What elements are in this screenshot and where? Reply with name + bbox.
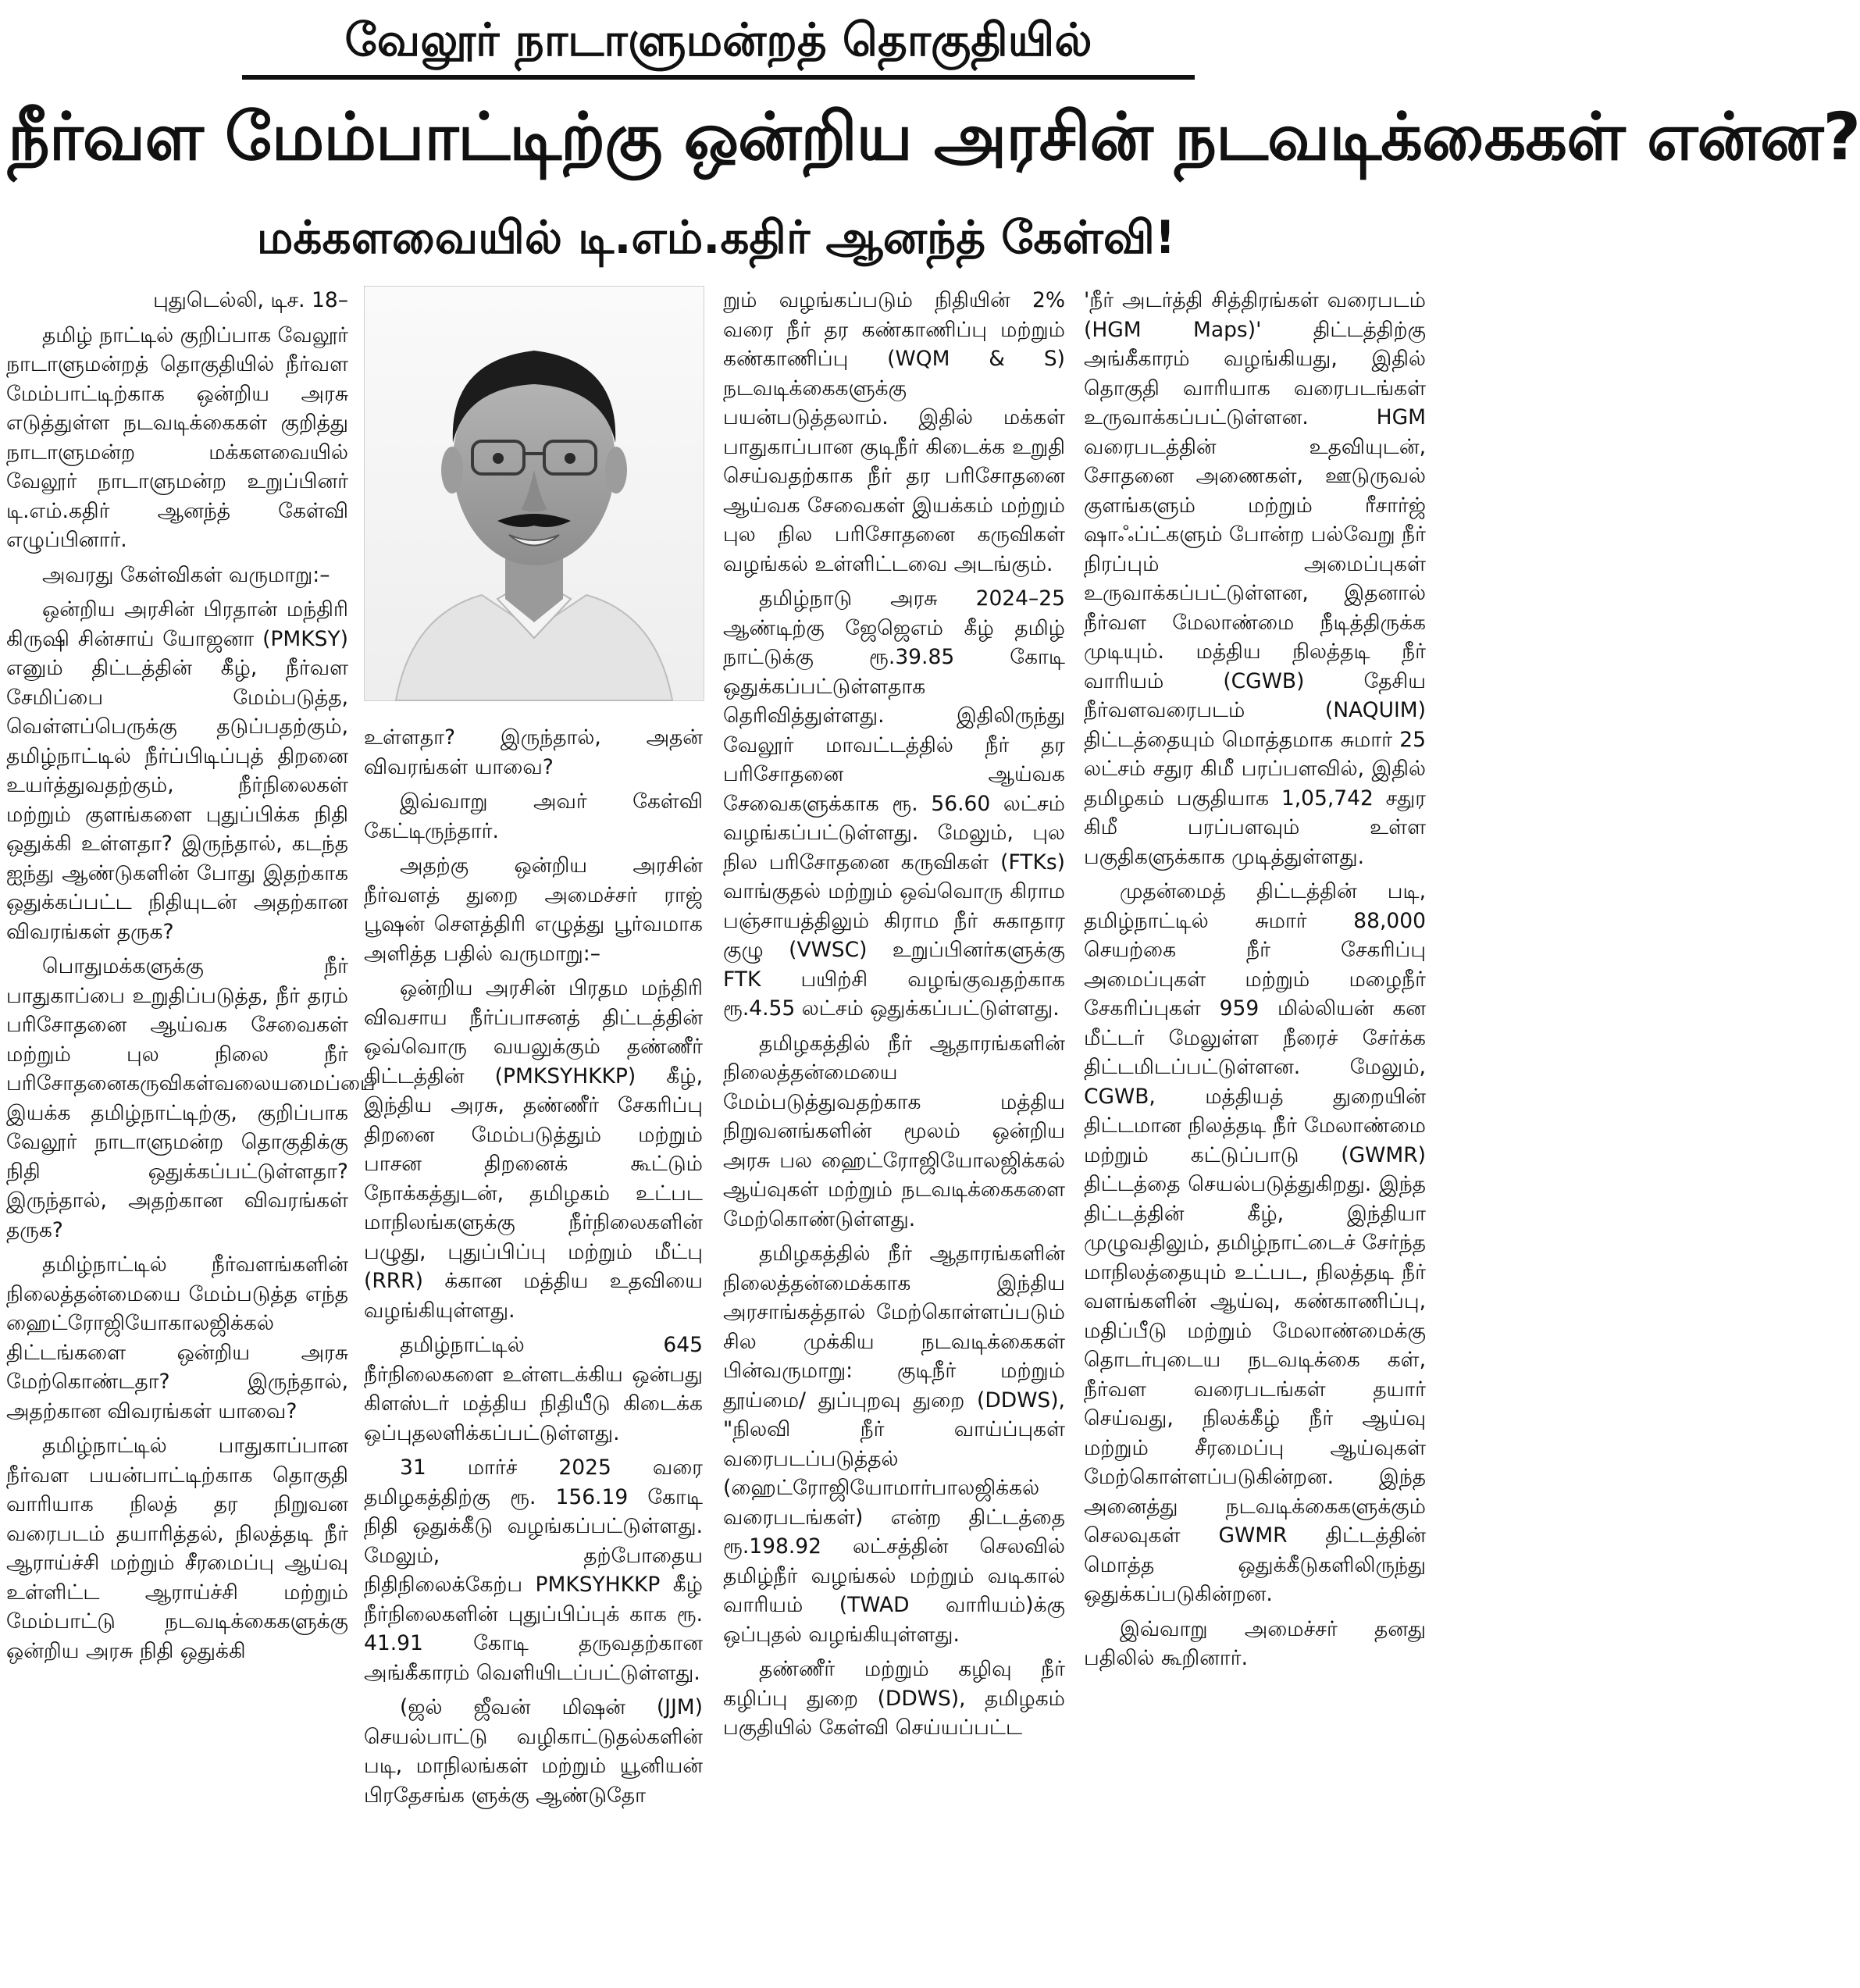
- paragraph: ஒன்றிய அரசின் பிரதான் மந்திரி கிருஷி சின்சாய் யோஜனா (PMKSY) எனும் திட்டத்தின் கீழ், நீர்வள சேமிப்பை மேம்படுத்த, வெள்ளப்பெருக்கு தடுப்பதற்கும், தமிழ்நாட்டில் நீர்ப்பிடிப்புத் திறனை உயர்த்துவதற்கும், நீர்நிலைகள் மற்றும் குளங்களை புதுப்பிக்க நிதி ஒதுக்கி உள்ளதா? இருந்தால், கடந்த ஐந்து ஆண்டுகளின் போது இதற்காக ஒதுக்கப்பட்ட நிதியுடன் அதற்கான விவரங்கள் தருக?: [6, 597, 348, 944]
- paragraph: அதற்கு ஒன்றிய அரசின் நீர்வளத் துறை அமைச்சர் ராஜ் பூஷன் சௌத்திரி எழுத்து பூர்வமாக அளித்த பதில் வருமாறு:–: [364, 853, 703, 966]
- paragraph: முதன்மைத் திட்டத்தின் படி, தமிழ்நாட்டில் சுமார் 88,000 செயற்கை நீர் சேகரிப்பு அமைப்புகள் மற்றும் மழைநீர் சேகரிப்புகள் 959 மில்லியன் கன மீட்டர் மேலுள்ள நீரைச் சேர்க்க திட்டமிடப்பட்டுள்ளன. மேலும், CGWB, மத்தியத் துறையின் திட்டமான நிலத்தடி நீர் மேலாண்மை மற்றும் கட்டுப்பாடு (GWMR) திட்டத்தை செயல்படுத்துகிறது. இந்த திட்டத்தின் கீழ், இந்தியா முழுவதிலும், தமிழ்நாட்டைச் சேர்ந்த மாநிலத்தையும் உட்பட, நிலத்தடி நீர் வளங்களின் ஆய்வு, கண்காணிப்பு, மதிப்பீடு மற்றும் மேலாண்மைக்கு தொடர்புடைய நடவடிக்கை கள், நீர்வள வரைபடங்கள் தயார் செய்வது, நிலக்கீழ் நீர் ஆய்வு மற்றும் சீரமைப்பு ஆய்வுகள் மேற்கொள்ளப்படுகின்றன. இந்த அனைத்து நடவடிக்கைகளுக்கும் செலவுகள் GWMR திட்டத்தின் மொத்த ஒதுக்கீடுகளிலிருந்து ஒதுக்கப்படுகின்றன.: [1084, 879, 1426, 1606]
- paragraph: தண்ணீர் மற்றும் கழிவு நீர் கழிப்பு துறை (DDWS), தமிழகம் பகுதியில் கேள்வி செய்யப்பட்ட: [723, 1657, 1065, 1740]
- paragraph: தமிழ்நாட்டில் 645 நீர்நிலைகளை உள்ளடக்கிய ஒன்பது கிளஸ்டர் மத்திய நிதியீடு கிடைக்க ஒப்புதலளிக்கப்பட்டுள்ளது.: [364, 1333, 703, 1445]
- paragraph: தமிழகத்தில் நீர் ஆதாரங்களின் நிலைத்தன்மையை மேம்படுத்துவதற்காக மத்திய நிறுவனங்களின் மூலம் ஒன்றிய அரசு பல ஹைட்ரோஜியோலஜிக்கல் ஆய்வுகள் மற்றும் நடவடிக்கைகளை மேற்கொண்டுள்ளது.: [723, 1031, 1065, 1231]
- column-4: [1084, 286, 1426, 1980]
- headline: நீர்வள மேம்பாட்டிற்கு ஒன்றிய அரசின் நடவடிக்கைகள் என்ன?: [8, 98, 1860, 175]
- paragraph: தமிழ்நாட்டில் பாதுகாப்பான நீர்வள பயன்பாட்டிற்காக தொகுதி வாரியாக நிலத் தர நிறுவன வரைபடம் தயாரித்தல், நிலத்தடி நீர் ஆராய்ச்சி மற்றும் சீரமைப்பு ஆய்வு உள்ளிட்ட ஆராய்ச்சி மற்றும் மேம்பாட்டு நடவடிக்கைகளுக்கு ஒன்றிய அரசு நிதி ஒதுக்கி: [6, 1434, 348, 1663]
- column-1: [6, 286, 376, 1980]
- paragraph: தமிழகத்தில் நீர் ஆதாரங்களின் நிலைத்தன்மைக்காக இந்திய அரசாங்கத்தால் மேற்கொள்ளப்படும் சில முக்கிய நடவடிக்கைகள் பின்வருமாறு: குடிநீர் மற்றும் தூய்மை/ துப்புறவு துறை (DDWS), "நிலவி நீர் வாய்ப்புகள் வரைபடப்படுத்தல் (ஹைட்ரோஜியோமார்பாலஜிக்கல் வரைபடங்கள்) என்ற திட்டத்தை ரூ.198.92 லட்சத்தின் செலவில் தமிழ்நீர் வழங்கல் மற்றும் வடிகால் வாரியம் (TWAD வாரியம்)க்கு ஒப்புதல் வழங்கியுள்ளது.: [723, 1242, 1065, 1647]
- kicker-heading: வேலூர் நாடாளுமன்றத் தொகுதியில்: [344, 13, 1092, 66]
- dateline: புதுடெல்லி, டிச. 18–: [153, 288, 348, 312]
- portrait-photo: [364, 286, 704, 701]
- paragraph: (ஜல் ஜீவன் மிஷன் (JJM) செயல்பாட்டு வழிகாட்டுதல்களின் படி, மாநிலங்கள் மற்றும் யூனியன் பிரதேசங்க ளுக்கு ஆண்டுதோ: [364, 1695, 703, 1808]
- subheadline: மக்களவையில் டி.எம்.கதிர் ஆனந்த் கேள்வி!: [256, 211, 1176, 264]
- paragraph: றும் வழங்கப்படும் நிதியின் 2% வரை நீர் தர கண்காணிப்பு மற்றும் கண்காணிப்பு (WQM & S) நடவடிக்கைகளுக்கு பயன்படுத்தலாம். இதில் மக்கள் பாதுகாப்பான குடிநீர் கிடைக்க உறுதி செய்வதற்காக நீர் தர பரிசோதனை ஆய்வக சேவைகள் இயக்கம் மற்றும் புல நில பரிசோதனை கருவிகள் வழங்கல் உள்ளிட்டவை அடங்கும்.: [723, 288, 1065, 576]
- paragraph: தமிழ்நாட்டில் நீர்வளங்களின் நிலைத்தன்மையை மேம்படுத்த எந்த ஹைட்ரோஜியோகாலஜிக்கல் திட்டங்களை ஒன்றிய அரசு மேற்கொண்டதா? இருந்தால், அதற்கான விவரங்கள் யாவை?: [6, 1252, 348, 1423]
- column-2: [364, 723, 703, 1980]
- paragraph: பொதுமக்களுக்கு நீர் பாதுகாப்பை உறுதிப்படுத்த, நீர் தரம் பரிசோதனை ஆய்வக சேவைகள் மற்றும் புல நிலை நீர் பரிசோதனைகருவிகள்வலையமைப்பை இயக்க தமிழ்நாட்டிற்கு, குறிப்பாக வேலூர் நாடாளுமன்ற தொகுதிக்கு நிதி ஒதுக்கப்பட்டுள்ளதா? இருந்தால், அதற்கான விவரங்கள் தருக?: [6, 954, 376, 1242]
- column-3: [723, 286, 1065, 1980]
- paragraph: தமிழ் நாட்டில் குறிப்பாக வேலூர் நாடாளுமன்றத் தொகுதியில் நீர்வள மேம்பாட்டிற்காக ஒன்றிய அரசு எடுத்துள்ள நடவடிக்கைகள் குறித்து நாடாளுமன்ற மக்களவையில் வேலூர் நாடாளுமன்ற உறுப்பினர் டி.எம்.கதிர் ஆனந்த் கேள்வி எழுப்பினார்.: [6, 322, 348, 552]
- paragraph: ஒன்றிய அரசின் பிரதம மந்திரி விவசாய நீர்ப்பாசனத் திட்டத்தின் ஒவ்வொரு வயலுக்கும் தண்ணீர் திட்டத்தின் (PMKSYHKKP) கீழ், இந்திய அரசு, தண்ணீர் சேகரிப்பு திறனை மேம்படுத்தும் மற்றும் பாசன திறனைக் கூட்டும் நோக்கத்துடன், தமிழகம் உட்பட மாநிலங்களுக்கு நீர்நிலைகளின் பழுது, புதுப்பிப்பு மற்றும் மீட்பு (RRR) க்கான மத்திய உதவியை வழங்கியுள்ளது.: [364, 976, 703, 1323]
- paragraph: 'நீர் அடர்த்தி சித்திரங்கள் வரைபடம் (HGM Maps)' திட்டத்திற்கு அங்கீகாரம் வழங்கியது, இதில் தொகுதி வாரியாக வரைபடங்கள் உருவாக்கப்பட்டுள்ளன. HGM வரைபடத்தின் உதவியுடன், சோதனை அணைகள், ஊடுருவல் குளங்களும் மற்றும் ரீசார்ஜ் ஷாஃப்ட்களும் போன்ற பல்வேறு நீர் நிரப்பும் அமைப்புகள் உருவாக்கப்பட்டுள்ளன, இதனால் நீர்வள மேலாண்மை நீடித்திருக்க முடியும். மத்திய நிலத்தடி நீர் வாரியம் (CGWB) தேசிய நீர்வளவரைபடம் (NAQUIM) திட்டத்தையும் மொத்தமாக சுமார் 25 லட்சம் சதுர கிமீ பரப்பளவில், இதில் தமிழகம் பகுதியாக 1,05,742 சதுர கிமீ பரப்பளவும் உள்ள பகுதிகளுக்காக முடித்துள்ளது.: [1084, 288, 1426, 869]
- paragraph: தமிழ்நாடு அரசு 2024–25 ஆண்டிற்கு ஜேஜெஎம் கீழ் தமிழ் நாட்டுக்கு ரூ.39.85 கோடி ஒதுக்கப்பட்டுள்ளதாக தெரிவித்துள்ளது. இதிலிருந்து வேலூர் மாவட்டத்தில் நீர் தர பரிசோதனை ஆய்வக சேவைகளுக்காக ரூ. 56.60 லட்சம் வழங்கப்பட்டுள்ளது. மேலும், புல நில பரிசோதனை கருவிகள் (FTKs) வாங்குதல் மற்றும் ஒவ்வொரு கிராம பஞ்சாயத்திலும் கிராம நீர் சுகாதார குழு (VWSC) உறுப்பினர்களுக்கு FTK பயிற்சி வழங்குவதற்காக ரூ.4.55 லட்சம் ஒதுக்கப்பட்டுள்ளது.: [723, 586, 1065, 1021]
- paragraph: அவரது கேள்விகள் வருமாறு:–: [42, 562, 330, 587]
- paragraph: உள்ளதா? இருந்தால், அதன் விவரங்கள் யாவை?: [364, 725, 703, 779]
- paragraph: 31 மார்ச் 2025 வரை தமிழகத்திற்கு ரூ. 156.19 கோடி நிதி ஒதுக்கீடு வழங்கப்பட்டுள்ளது. மேலும், தற்போதைய நிதிநிலைக்கேற்ப PMKSYHKKP கீழ் நீர்நிலைகளின் புதுப்பிப்புக் காக ரூ. 41.91 கோடி தருவதற்கான அங்கீகாரம் வெளியிடப்பட்டுள்ளது.: [364, 1455, 703, 1685]
- portrait-illustration: [365, 287, 704, 700]
- paragraph: இவ்வாறு அமைச்சர் தனது பதிலில் கூறினார்.: [1084, 1616, 1426, 1670]
- paragraph: இவ்வாறு அவர் கேள்வி கேட்டிருந்தார்.: [364, 789, 703, 843]
